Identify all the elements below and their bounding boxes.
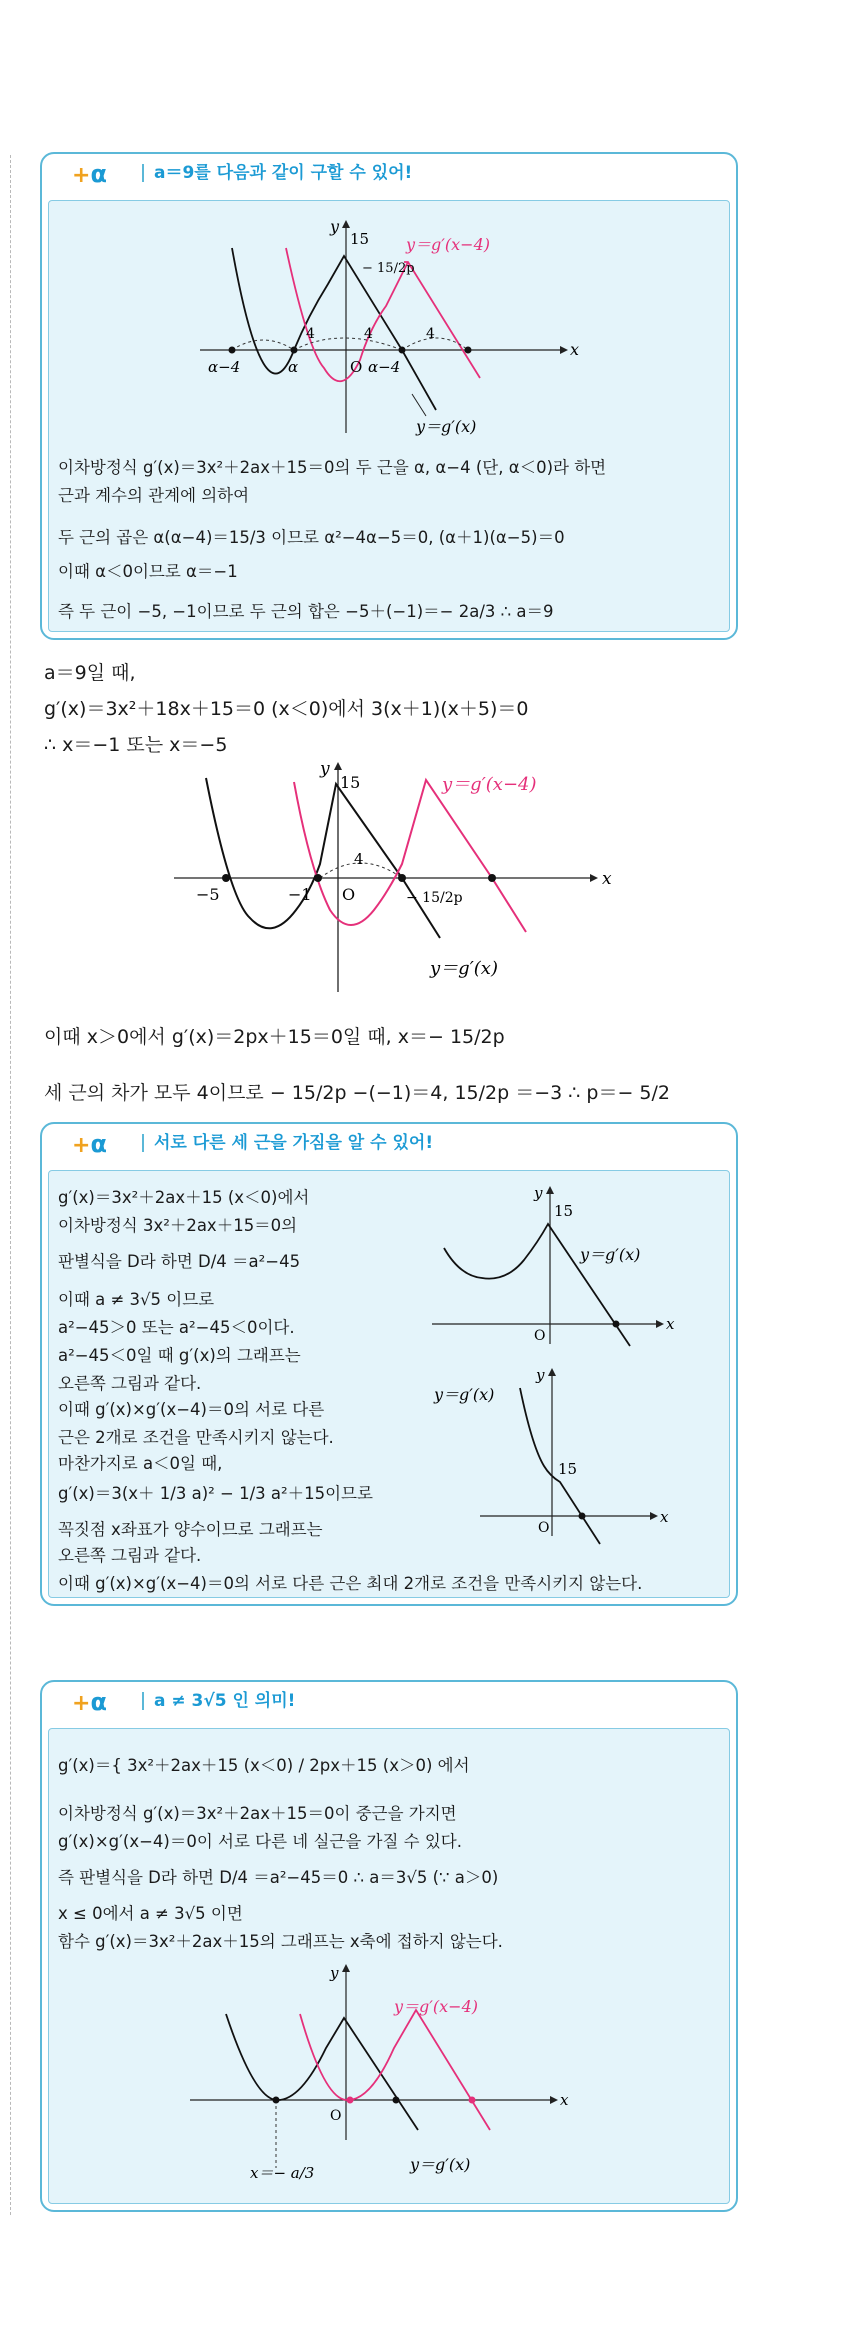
root-label: α — [288, 358, 299, 376]
axis-x-label: x — [560, 2091, 569, 2109]
box3-line-6: 함수 g′(x)＝3x²＋2ax＋15의 그래프는 x축에 접하지 않는다. — [58, 1932, 503, 1951]
box3-line-4: 즉 판별식을 D라 하면 D/4 ＝a²−45＝0 ∴ a＝3√5 (∵ a＞0) — [58, 1868, 499, 1887]
axis-x-label: x — [660, 1508, 669, 1526]
curve-label: y＝g′(x) — [416, 417, 477, 436]
root-fraction-label: − 15/2p — [362, 261, 415, 276]
curve-label: y＝g′(x) — [580, 1245, 641, 1264]
axis-y-label: y — [320, 759, 330, 779]
axis-y-label: y — [534, 1184, 543, 1202]
box3-line-3: g′(x)×g′(x−4)＝0이 서로 다른 네 실근을 가질 수 있다. — [58, 1832, 462, 1851]
gap-label: 4 — [306, 326, 315, 342]
box2-graph-2 — [420, 1366, 670, 1546]
root-label: α−4 — [208, 358, 241, 376]
shifted-curve-label: y＝g′(x−4) — [442, 774, 537, 795]
gap-label: 4 — [426, 326, 435, 342]
box2-line-11: g′(x)＝3(x＋ 1/3 a)² − 1/3 a²＋15이므로 — [58, 1484, 373, 1503]
margin-rule — [10, 155, 11, 2215]
axis-y-label: y — [330, 217, 340, 236]
box2-line-5: a²−45＞0 또는 a²−45＜0이다. — [58, 1318, 295, 1337]
main-after-2: 세 근의 차가 모두 4이므로 − 15/2p −(−1)＝4, 15/2p ＝−3 ∴ p＝− 5/2 — [44, 1082, 671, 1104]
origin-label: O — [538, 1520, 550, 1536]
box1-line-3: 두 근의 곱은 α(α−4)＝15/3 이므로 α²−4α−5＝0, (α＋1)(α−5)＝0 — [58, 528, 565, 547]
origin-label: O — [342, 885, 356, 904]
origin-label: O — [534, 1328, 546, 1344]
box2-line-8: 이때 g′(x)×g′(x−4)＝0의 서로 다른 — [58, 1400, 325, 1419]
plus-alpha-icon: +α — [72, 1688, 107, 1716]
box2-line-10: 마찬가지로 a＜0일 때, — [58, 1454, 223, 1473]
gap-label: 4 — [354, 850, 364, 868]
box1-line-1: 이차방정식 g′(x)＝3x²＋2ax＋15＝0의 두 근을 α, α−4 (단, α＜0)라 하면 — [58, 458, 607, 477]
root-fraction-label: − 15/2p — [406, 890, 463, 906]
y-intercept-label: 15 — [350, 230, 370, 248]
tip-box-2-title: 서로 다른 세 근을 가짐을 알 수 있어! — [142, 1134, 433, 1152]
box2-line-9: 근은 2개로 조건을 만족시키지 않는다. — [58, 1428, 334, 1447]
box1-graph — [190, 218, 590, 438]
shifted-curve-label: y＝g′(x−4) — [406, 235, 491, 254]
box3-graph — [180, 1960, 600, 2190]
y-intercept-label: 15 — [554, 1202, 574, 1220]
box2-line-7: 오른쪽 그림과 같다. — [58, 1374, 202, 1393]
box1-line-5: 즉 두 근이 −5, −1이므로 두 근의 합은 −5＋(−1)＝− 2a/3 ∴ a＝9 — [58, 602, 554, 621]
box2-line-2: 이차방정식 3x²＋2ax＋15＝0의 — [58, 1216, 298, 1235]
main-line-1: a＝9일 때, — [44, 662, 136, 684]
main-line-3: ∴ x＝−1 또는 x＝−5 — [44, 734, 228, 756]
origin-label: O — [350, 358, 363, 376]
box3-line-5: x ≤ 0에서 a ≠ 3√5 이면 — [58, 1904, 243, 1923]
box2-line-4: 이때 a ≠ 3√5 이므로 — [58, 1290, 215, 1309]
curve-label: y＝g′(x) — [434, 1385, 495, 1404]
plus-alpha-icon: +α — [72, 160, 107, 188]
box2-line-13: 오른쪽 그림과 같다. — [58, 1546, 202, 1565]
box1-line-4: 이때 α＜0이므로 α＝−1 — [58, 562, 238, 581]
box2-line-1: g′(x)＝3x²＋2ax＋15 (x＜0)에서 — [58, 1188, 310, 1207]
box3-line-2: 이차방정식 g′(x)＝3x²＋2ax＋15＝0이 중근을 가지면 — [58, 1804, 457, 1823]
axis-x-label: x — [666, 1315, 675, 1333]
box2-line-12: 꼭짓점 x좌표가 양수이므로 그래프는 — [58, 1520, 323, 1539]
curve-label: y＝g′(x) — [410, 2155, 471, 2174]
tip-box-3-title: a ≠ 3√5 인 의미! — [142, 1692, 295, 1710]
origin-label: O — [330, 2108, 342, 2124]
box3-line-1: g′(x)＝{ 3x²＋2ax＋15 (x＜0) / 2px＋15 (x＞0) 에서 — [58, 1756, 470, 1775]
axis-y-label: y — [536, 1366, 545, 1384]
vertex-x-label: x＝− a/3 — [250, 2164, 315, 2182]
axis-x-label: x — [570, 340, 580, 359]
gap-label: 4 — [364, 326, 373, 342]
shifted-curve-label: y＝g′(x−4) — [394, 1997, 479, 2016]
box1-line-2: 근과 계수의 관계에 의하여 — [58, 486, 250, 505]
main-graph — [170, 760, 630, 1000]
box2-line-14: 이때 g′(x)×g′(x−4)＝0의 서로 다른 근은 최대 2개로 조건을 만족시키지 않는다. — [58, 1574, 643, 1593]
y-intercept-label: 15 — [558, 1460, 578, 1478]
root-label: −5 — [196, 885, 220, 904]
box2-line-3: 판별식을 D라 하면 D/4 ＝a²−45 — [58, 1252, 301, 1271]
axis-x-label: x — [602, 869, 612, 889]
axis-y-label: y — [330, 1964, 339, 1982]
curve-label: y＝g′(x) — [430, 958, 498, 979]
root-label: α−4 — [368, 358, 401, 376]
main-line-2: g′(x)＝3x²＋18x＋15＝0 (x＜0)에서 3(x＋1)(x＋5)＝0 — [44, 698, 529, 720]
box2-line-6: a²−45＜0일 때 g′(x)의 그래프는 — [58, 1346, 301, 1365]
box2-graph-1 — [420, 1184, 675, 1354]
y-intercept-label: 15 — [340, 773, 361, 792]
plus-alpha-icon: +α — [72, 1130, 107, 1158]
tip-box-1-title: a＝9를 다음과 같이 구할 수 있어! — [142, 164, 412, 182]
root-label: −1 — [288, 885, 312, 904]
main-after-1: 이때 x＞0에서 g′(x)＝2px＋15＝0일 때, x＝− 15/2p — [44, 1026, 505, 1048]
